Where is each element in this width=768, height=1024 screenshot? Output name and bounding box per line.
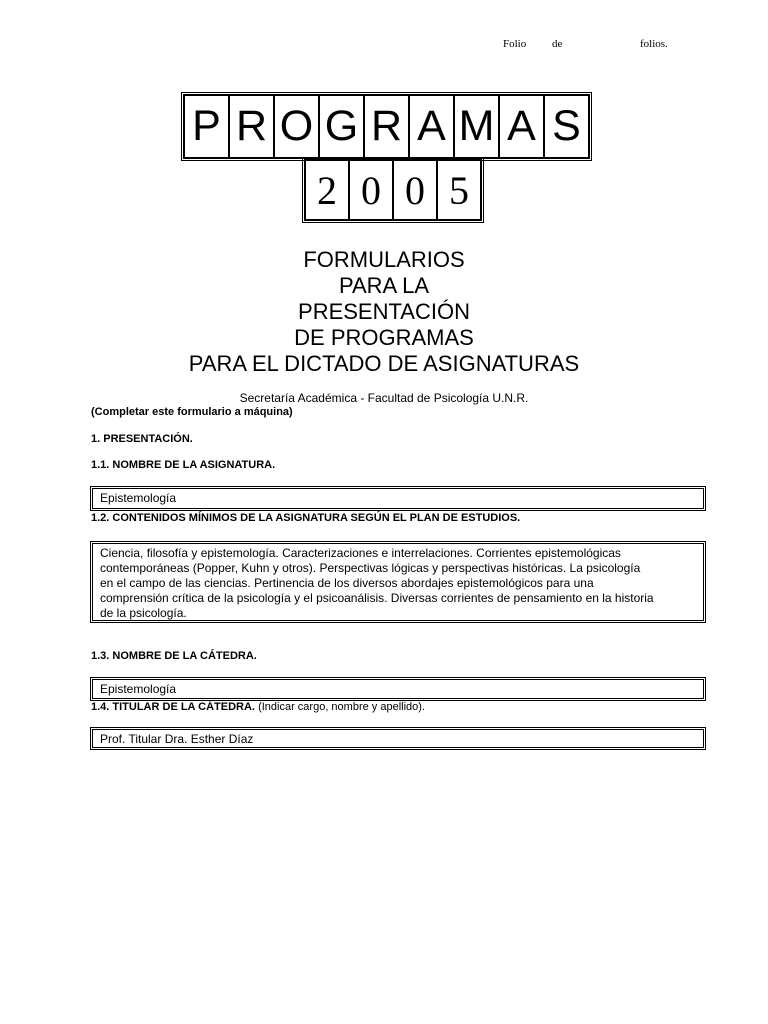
contenidos-line: en el campo de las ciencias. Pertinencia de los diversos abordajes epistemológicos para una (100, 576, 594, 590)
titular-label-text: 1.4. TITULAR DE LA CÁTEDRA. (91, 701, 255, 713)
section-nombre-catedra-label: 1.3. NOMBRE DE LA CÁTEDRA. (91, 650, 257, 662)
section-presentacion-heading: 1. PRESENTACIÓN. (91, 433, 193, 445)
nombre-catedra-value: Epistemología (100, 682, 177, 696)
year-digit-cell: 2 (305, 160, 349, 220)
year-digit-cell: 0 (393, 160, 437, 220)
contenidos-line: contemporáneas (Popper, Kuhn y otros). Perspectivas lógicas y perspectivas históricas. La psicología (100, 561, 641, 575)
heading-line: PARA EL DICTADO DE ASIGNATURAS (188, 351, 580, 376)
contenidos-line: comprensión crítica de la psicología y el psicoanálisis. Diversas corrientes de pensamiento en la historia (100, 591, 654, 605)
year-digit-cell: 5 (437, 160, 481, 220)
folio-de-label: de (552, 38, 563, 50)
programas-letter-cell: A (409, 95, 454, 158)
nombre-asignatura-field[interactable] (90, 486, 706, 511)
section-nombre-asignatura-label: 1.1. NOMBRE DE LA ASIGNATURA. (91, 459, 276, 471)
programas-letter-cell: R (364, 95, 409, 158)
contenidos-field[interactable] (90, 541, 706, 623)
secretaria-line: Secretaría Académica - Facultad de Psicología U.N.R. (239, 391, 529, 405)
contenidos-line: Ciencia, filosofía y epistemología. Caracterizaciones e interrelaciones. Corrientes epistemológicas (100, 546, 621, 560)
heading-line: PARA LA (338, 273, 430, 298)
heading-line: DE PROGRAMAS (294, 325, 474, 350)
year-digit-cell: 0 (349, 160, 393, 220)
programas-letter-cell: M (454, 95, 499, 158)
form-heading (0, 247, 768, 377)
heading-line: FORMULARIOS (303, 247, 465, 272)
folio-line (0, 38, 768, 52)
programas-title-grid (181, 92, 592, 161)
contenidos-line: de la psicología. (100, 606, 187, 620)
year-title-grid (302, 157, 484, 223)
instruction-note: (Completar este formulario a máquina) (91, 406, 293, 418)
nombre-asignatura-value: Epistemología (100, 491, 177, 505)
section-contenidos-label: 1.2. CONTENIDOS MÍNIMOS DE LA ASIGNATURA SEGÚN EL PLAN DE ESTUDIOS. (91, 512, 521, 524)
folio-label: Folio (503, 38, 527, 50)
folios-label: folios. (640, 38, 668, 50)
titular-value: Prof. Titular Dra. Esther Díaz (100, 732, 254, 746)
programas-letter-cell: G (319, 95, 364, 158)
programas-letter-cell: R (229, 95, 274, 158)
section-titular-label (91, 701, 425, 713)
nombre-catedra-field[interactable] (90, 677, 706, 701)
heading-line: PRESENTACIÓN (298, 299, 470, 324)
programas-letter-cell: A (499, 95, 544, 158)
programas-letter-cell: S (544, 95, 589, 158)
titular-field[interactable] (90, 727, 706, 750)
titular-note: (Indicar cargo, nombre y apellido). (258, 701, 425, 713)
programas-letter-cell: O (274, 95, 319, 158)
programas-letter-cell: P (184, 95, 229, 158)
